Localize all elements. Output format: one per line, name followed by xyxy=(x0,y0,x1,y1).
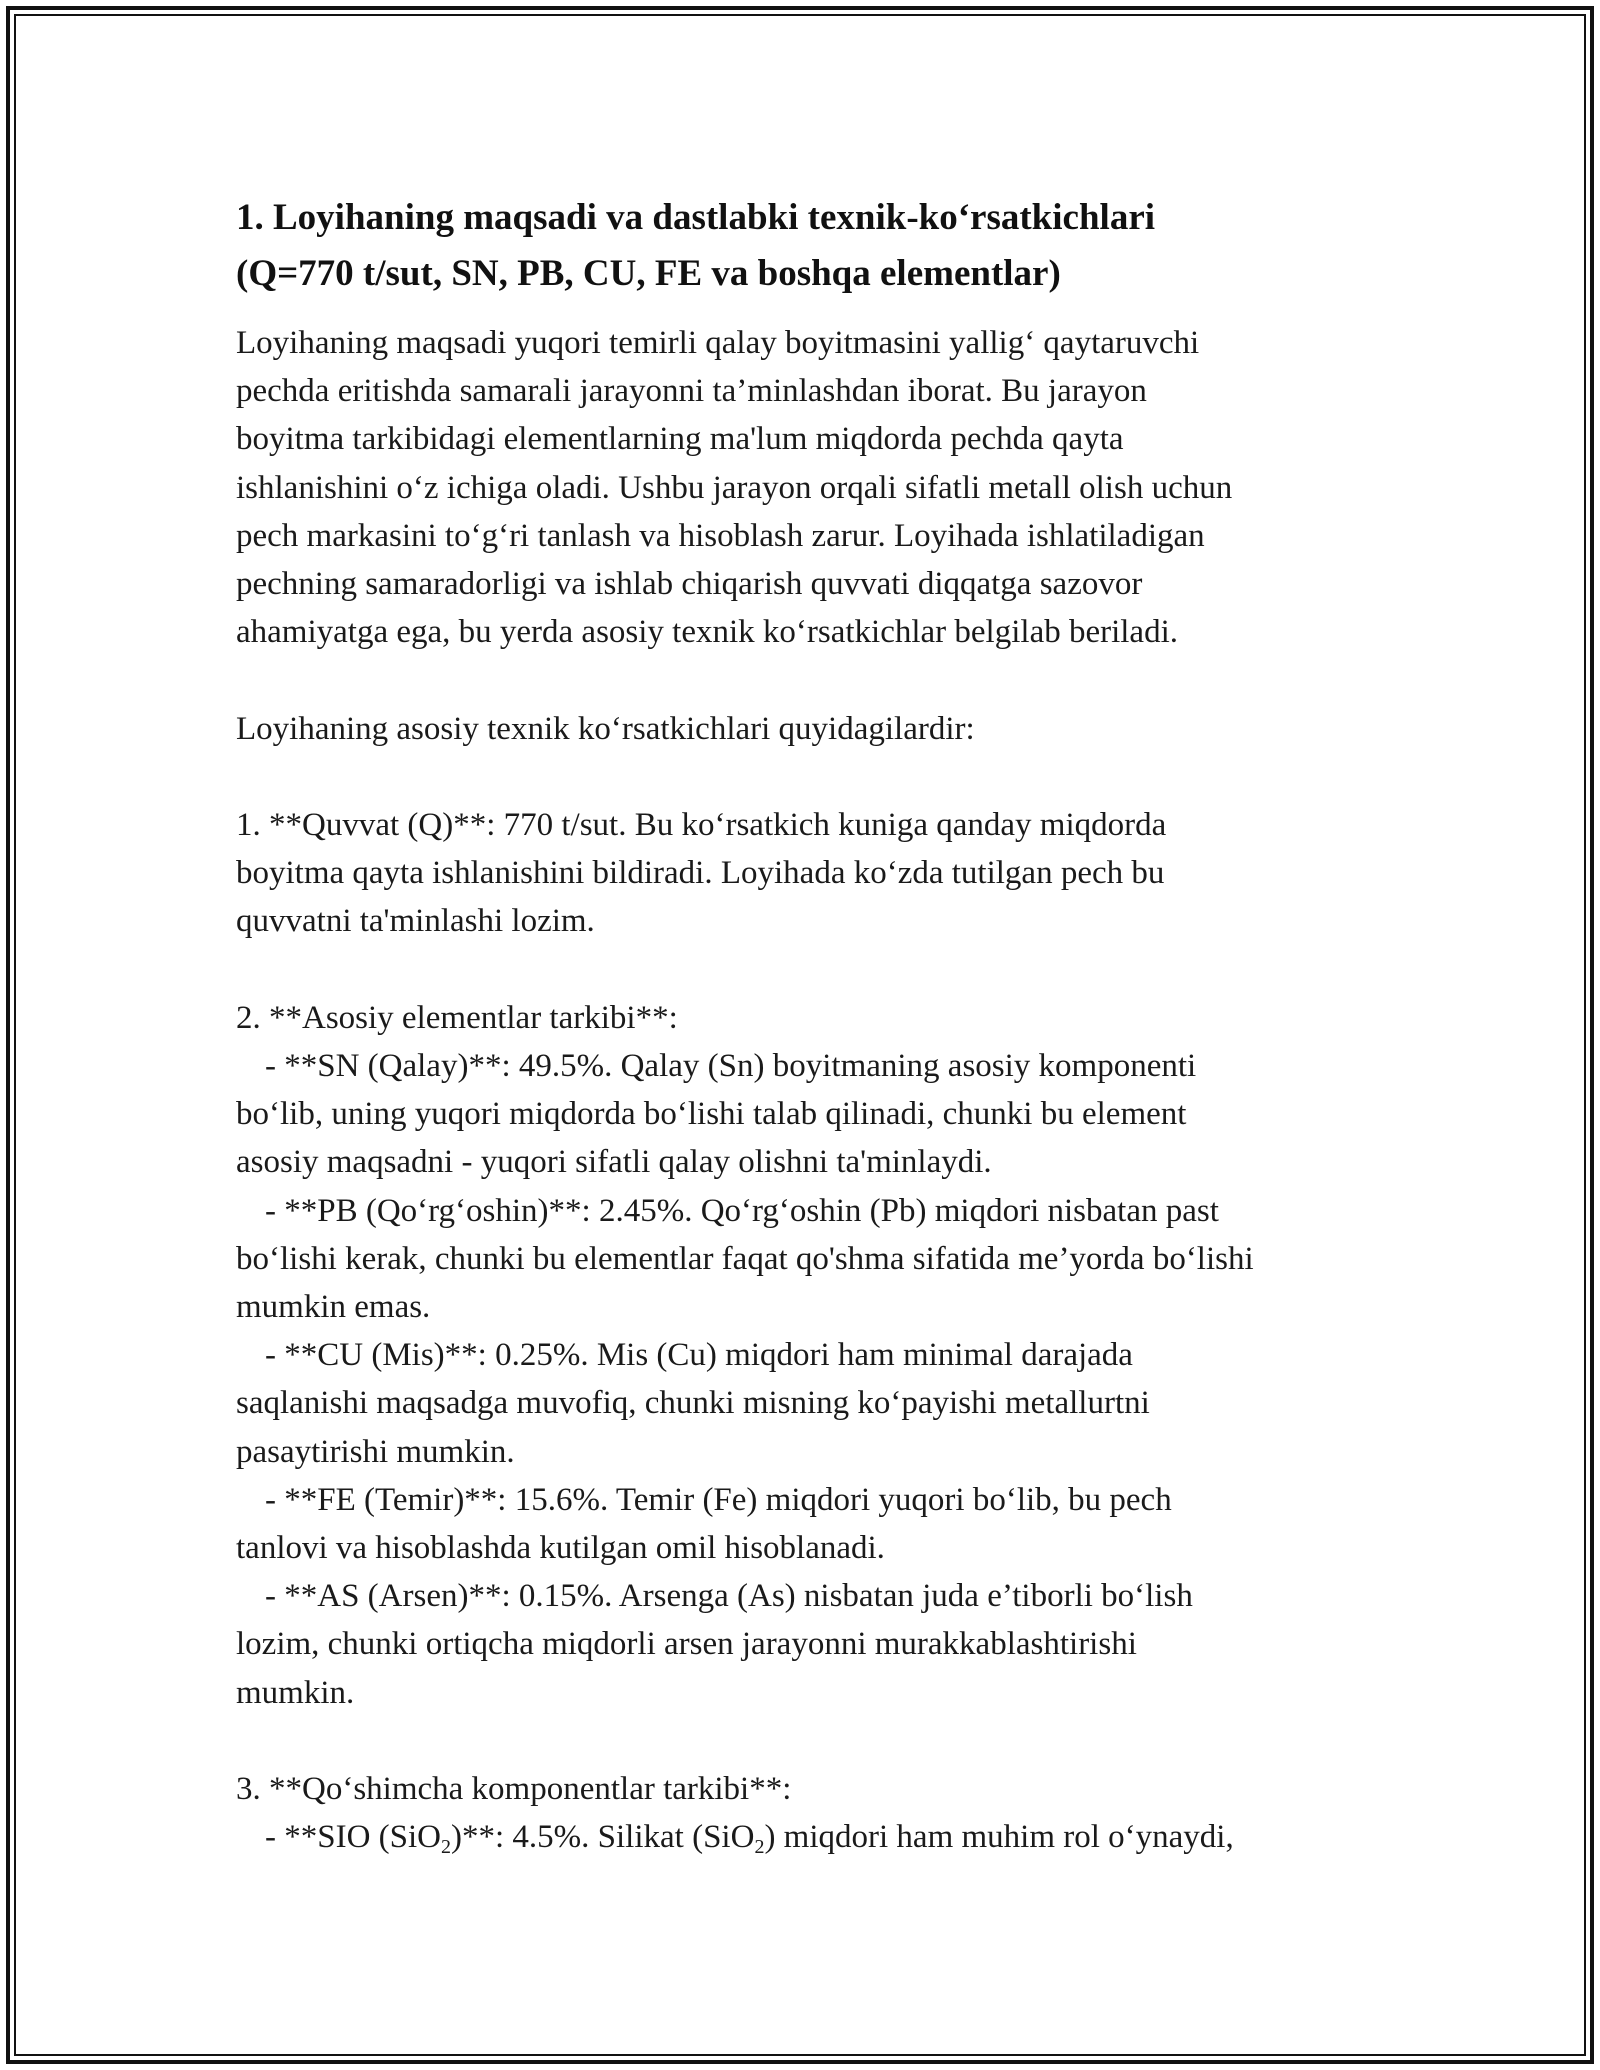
list-item-title: 2. **Asosiy elementlar tarkibi**: xyxy=(236,999,678,1036)
text-line: quvvatni ta'minlashi lozim. xyxy=(236,903,595,940)
list-item-main-elements xyxy=(236,994,1386,1717)
text-run: - **SIO (SiO xyxy=(265,1819,442,1856)
text-line: boyitma tarkibidagi elementlarning ma'lum miqdorda pechda qayta xyxy=(236,421,1124,458)
list-item-title: 3. **Qo‘shimcha komponentlar tarkibi**: xyxy=(236,1771,792,1808)
sub-item-fe xyxy=(236,1476,1386,1572)
text-line: mumkin emas. xyxy=(236,1289,431,1326)
text-line: - **AS (Arsen)**: 0.15%. Arsenga (As) nisbatan juda e’tiborli bo‘lish xyxy=(265,1578,1193,1615)
text-line: lozim, chunki ortiqcha miqdorli arsen jarayonni murakkablashtirishi xyxy=(236,1626,1137,1663)
text-line: pech markasini to‘g‘ri tanlash va hisoblash zarur. Loyihada ishlatiladigan xyxy=(236,517,1205,554)
text-line: Loyihaning maqsadi yuqori temirli qalay boyitmasini yallig‘ qaytaruvchi xyxy=(236,325,1200,361)
text-line: ahamiyatga ega, bu yerda asosiy texnik ko‘rsatkichlar belgilab beriladi. xyxy=(236,614,1178,651)
list-item-additional-components xyxy=(236,1765,1386,1861)
heading-line: (Q=770 t/sut, SN, PB, CU, FE va boshqa elementlar) xyxy=(236,253,1061,294)
subscript: 2 xyxy=(441,1836,452,1859)
text-line: bo‘lib, uning yuqori miqdorda bo‘lishi talab qilinadi, chunki bu element xyxy=(236,1096,1187,1133)
text-line: asosiy maqsadni - yuqori sifatli qalay olishni ta'minlaydi. xyxy=(236,1144,992,1181)
list-intro-paragraph xyxy=(236,705,1386,753)
sub-item-sn xyxy=(236,1042,1386,1187)
text-line: - **FE (Temir)**: 15.6%. Temir (Fe) miqdori yuqori bo‘lib, bu pech xyxy=(265,1481,1172,1518)
text-line: tanlovi va hisoblashda kutilgan omil hisoblanadi. xyxy=(236,1530,885,1567)
sub-item-cu xyxy=(236,1331,1386,1476)
section-heading xyxy=(236,190,1386,302)
text-line: saqlanishi maqsadga muvofiq, chunki misning ko‘payishi metallurtni xyxy=(236,1385,1150,1422)
heading-line: 1. Loyihaning maqsadi va dastlabki texnik-ko‘rsatkichlari xyxy=(236,197,1156,238)
text-line: - **PB (Qo‘rg‘oshin)**: 2.45%. Qo‘rg‘oshin (Pb) miqdori nisbatan past xyxy=(265,1192,1219,1229)
intro-paragraph xyxy=(236,319,1386,656)
text-line: pechning samaradorligi va ishlab chiqarish quvvati diqqatga sazovor xyxy=(236,566,1143,603)
sub-item-sio xyxy=(236,1813,1386,1861)
sub-item-as xyxy=(236,1572,1386,1717)
text-line: mumkin. xyxy=(236,1674,355,1711)
text-line: pechda eritishda samarali jarayonni ta’minlashdan iborat. Bu jarayon xyxy=(236,373,1147,410)
list-item-capacity xyxy=(236,801,1386,946)
text-line: - **CU (Mis)**: 0.25%. Mis (Cu) miqdori ham minimal darajada xyxy=(265,1337,1133,1374)
text-line: Loyihaning asosiy texnik ko‘rsatkichlari quyidagilardir: xyxy=(236,710,975,747)
text-line: ishlanishini o‘z ichiga oladi. Ushbu jarayon orqali sifatli metall olish uchun xyxy=(236,469,1233,506)
text-line: pasaytirishi mumkin. xyxy=(236,1433,515,1470)
text-run: ) miqdori ham muhim rol o‘ynaydi, xyxy=(764,1819,1234,1856)
sub-item-pb xyxy=(236,1187,1386,1332)
text-line: boyitma qayta ishlanishini bildiradi. Loyihada ko‘zda tutilgan pech bu xyxy=(236,855,1165,892)
text-line: - **SN (Qalay)**: 49.5%. Qalay (Sn) boyitmaning asosiy komponenti xyxy=(265,1048,1197,1084)
text-line: 1. **Quvvat (Q)**: 770 t/sut. Bu ko‘rsatkich kuniga qanday miqdorda xyxy=(236,807,1167,843)
document-body xyxy=(236,190,1386,1861)
text-line: bo‘lishi kerak, chunki bu elementlar faqat qo'shma sifatida me’yorda bo‘lishi xyxy=(236,1240,1254,1277)
subscript: 2 xyxy=(754,1836,765,1859)
text-run: )**: 4.5%. Silikat (SiO xyxy=(451,1819,755,1856)
